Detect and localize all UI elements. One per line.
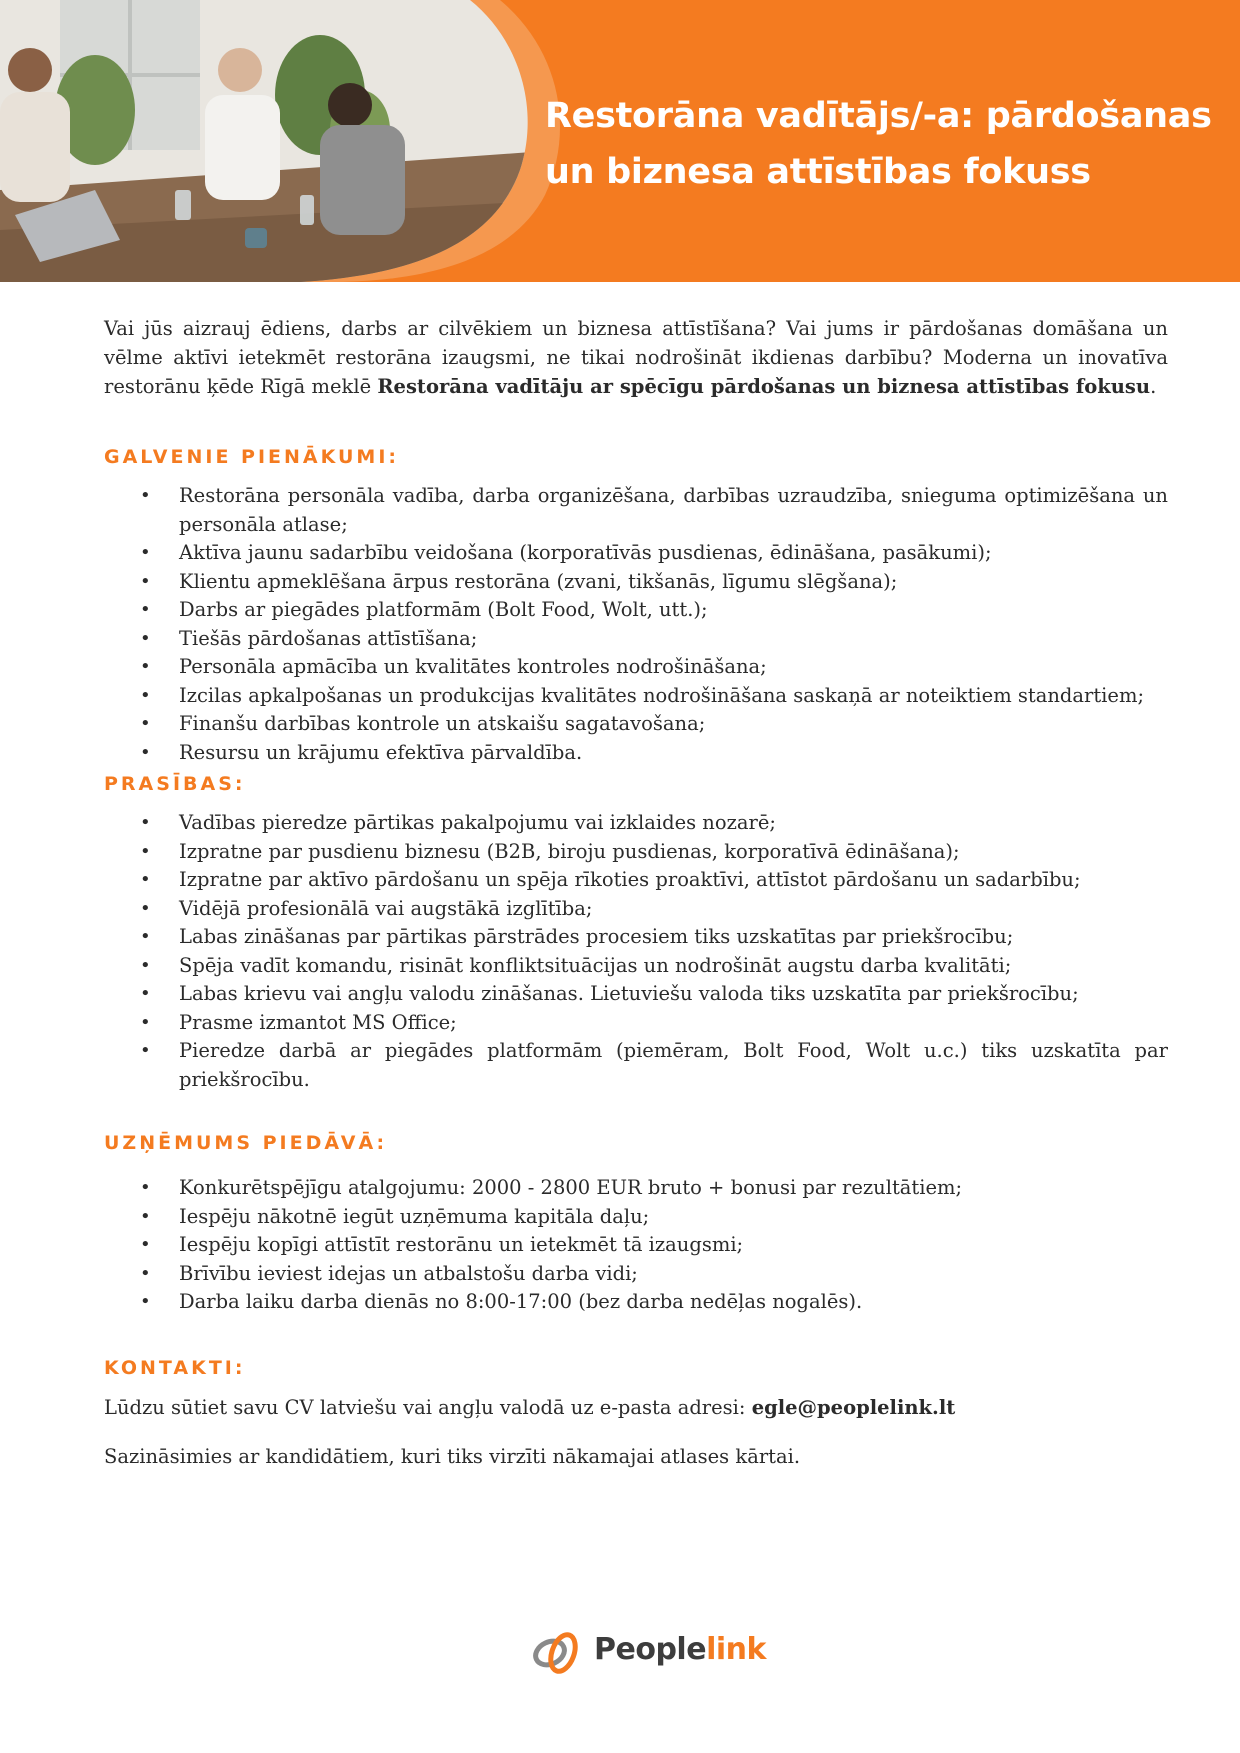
intro-paragraph — [104, 314, 1168, 401]
requirements-heading: PRASĪBAS: — [104, 773, 246, 795]
contacts-line-1-text: Lūdzu sūtiet savu CV latviešu vai angļu valodā uz e-pasta adresi: — [104, 1395, 752, 1419]
list-item-text: Iespēju nākotnē iegūt uzņēmuma kapitāla daļu; — [179, 1204, 650, 1228]
bullet-icon: • — [140, 840, 151, 862]
bullet-icon: • — [140, 599, 151, 620]
list-item-text: Vadības pieredze pārtikas pakalpojumu vai izklaides nozarē; — [179, 811, 776, 834]
list-item-text: Resursu un krājumu efektīva pārvaldība. — [179, 740, 583, 764]
intro-text: Vai jūs aizrauj ēdiens, darbs ar cilvēkiem un biznesa attīstīšana? Vai jums ir pārdošanas domāšana un vēlme aktīvi ietekmēt restorāna izaugsmi, ne tikai nodrošināt ikdienas darbību? Moderna un inovatīva restorānu ķēde Rīgā meklē — [104, 317, 1168, 398]
list-item-text: Prasme izmantot MS Office; — [179, 1010, 457, 1034]
list-item-text: Pieredze darbā ar piegādes platformām (piemēram, Bolt Food, Wolt u.c.) tiks uzskatīta par priekšrocību. — [179, 1039, 1168, 1091]
offer-list — [104, 1174, 1168, 1317]
peoplelink-logo-icon — [530, 1628, 586, 1678]
list-item-text: Vidējā profesionālā vai augstākā izglītība; — [179, 896, 593, 920]
offer-heading: UZŅĒMUMS PIEDĀVĀ: — [104, 1132, 388, 1154]
bullet-icon: • — [140, 1040, 151, 1061]
list-item-text: Darbs ar piegādes platformām (Bolt Food, Wolt, utt.); — [179, 598, 708, 621]
contacts-heading: KONTAKTI: — [104, 1356, 246, 1379]
bullet-icon: • — [140, 1205, 151, 1227]
list-item — [104, 1009, 1168, 1038]
bullet-icon: • — [140, 1011, 151, 1033]
list-item-text: Izcilas apkalpošanas un produkcijas kvalitātes nodrošināšana saskaņā ar noteiktiem standartiem; — [179, 683, 1145, 707]
bullet-icon: • — [140, 954, 151, 976]
list-item — [104, 1231, 1168, 1260]
intro-end: . — [1150, 375, 1157, 398]
list-item-text: Iespēju kopīgi attīstīt restorānu un ietekmēt tā izaugsmi; — [179, 1233, 744, 1256]
list-item — [104, 866, 1168, 895]
list-item — [104, 980, 1168, 1009]
list-item — [104, 1260, 1168, 1289]
bullet-icon: • — [140, 542, 151, 563]
bullet-icon: • — [140, 627, 151, 649]
list-item — [104, 625, 1168, 654]
list-item — [104, 809, 1168, 838]
duties-list — [104, 482, 1168, 767]
list-item — [104, 838, 1168, 867]
bullet-icon: • — [140, 713, 151, 734]
requirements-list — [104, 809, 1168, 1094]
office-meeting-photo — [0, 0, 560, 282]
email-address[interactable]: egle@peoplelink.lt — [751, 1395, 956, 1419]
list-item — [104, 568, 1168, 597]
list-item — [104, 653, 1168, 682]
bullet-icon: • — [140, 1291, 151, 1312]
bullet-icon: • — [140, 485, 151, 506]
logo-text — [594, 1632, 766, 1667]
list-item — [104, 682, 1168, 711]
list-item — [104, 1203, 1168, 1232]
intro-bold-text: Restorāna vadītāju ar spēcīgu pārdošanas un biznesa attīstības fokusu — [377, 375, 1151, 398]
duties-heading: GALVENIE PIENĀKUMI: — [104, 446, 400, 468]
bullet-icon: • — [140, 869, 151, 890]
title-line-2: un biznesa attīstības fokuss — [545, 152, 1091, 192]
list-item — [104, 923, 1168, 952]
list-item-text: Spēja vadīt komandu, risināt konfliktsituācijas un nodrošināt augstu darba kvalitāti; — [179, 953, 1012, 977]
list-item-text: Finanšu darbības kontrole un atskaišu sagatavošana; — [179, 712, 706, 735]
bullet-icon: • — [140, 656, 151, 677]
logo-text-accent: link — [706, 1632, 766, 1667]
bullet-icon: • — [140, 1234, 151, 1255]
list-item-text: Aktīva jaunu sadarbību veidošana (korporatīvās pusdienas, ēdināšana, pasākumi); — [179, 541, 992, 564]
list-item-text: Darba laiku darba dienās no 8:00-17:00 (bez darba nedēļas nogalēs). — [179, 1290, 863, 1313]
list-item-text: Brīvību ieviest idejas un atbalstošu darba vidi; — [179, 1261, 638, 1285]
list-item — [104, 596, 1168, 625]
bullet-icon: • — [140, 1262, 151, 1284]
list-item — [104, 710, 1168, 739]
bullet-icon: • — [140, 812, 151, 833]
list-item-text: Konkurētspējīgu atalgojumu: 2000 - 2800 EUR bruto + bonusi par rezultātiem; — [179, 1176, 963, 1199]
list-item — [104, 952, 1168, 981]
peoplelink-logo — [530, 1628, 766, 1678]
list-item — [104, 539, 1168, 568]
header-banner — [0, 0, 1240, 282]
contacts-line-2: Sazināsimies ar kandidātiem, kuri tiks virzīti nākamajai atlases kārtai. — [104, 1444, 801, 1468]
main-content — [104, 314, 1168, 1471]
list-item-text: Tiešās pārdošanas attīstīšana; — [179, 626, 478, 650]
list-item — [104, 482, 1168, 539]
bullet-icon: • — [140, 926, 151, 947]
list-item-text: Klientu apmeklēšana ārpus restorāna (zvani, tikšanās, līgumu slēgšana); — [179, 569, 898, 593]
logo-text-main: People — [594, 1632, 707, 1667]
list-item-text: Personāla apmācība un kvalitātes kontroles nodrošināšana; — [179, 655, 767, 678]
list-item-text: Labas krievu vai angļu valodu zināšanas. Lietuviešu valoda tiks uzskatīta par priekšrocību; — [179, 982, 1079, 1005]
list-item-text: Labas zināšanas par pārtikas pārstrādes procesiem tiks uzskatītas par priekšrocību; — [179, 925, 1014, 948]
bullet-icon: • — [140, 897, 151, 919]
list-item — [104, 895, 1168, 924]
bullet-icon: • — [140, 983, 151, 1004]
list-item-text: Izpratne par aktīvo pārdošanu un spēja rīkoties proaktīvi, attīstot pārdošanu un sadarbību; — [179, 868, 1081, 891]
list-item — [104, 1288, 1168, 1317]
page-title — [545, 88, 1225, 200]
bullet-icon: • — [140, 741, 151, 763]
list-item-text: Restorāna personāla vadība, darba organizēšana, darbības uzraudzība, snieguma optimizēšana un personāla atlase; — [179, 484, 1168, 536]
bullet-icon: • — [140, 684, 151, 706]
list-item — [104, 1037, 1168, 1094]
title-line-1: Restorāna vadītājs/-a: pārdošanas — [545, 96, 1212, 136]
list-item — [104, 739, 1168, 768]
list-item-text: Izpratne par pusdienu biznesu (B2B, biroju pusdienas, korporatīvā ēdināšana); — [179, 839, 960, 863]
contacts-line-1 — [104, 1393, 1168, 1422]
bullet-icon: • — [140, 1177, 151, 1198]
bullet-icon: • — [140, 570, 151, 592]
list-item — [104, 1174, 1168, 1203]
